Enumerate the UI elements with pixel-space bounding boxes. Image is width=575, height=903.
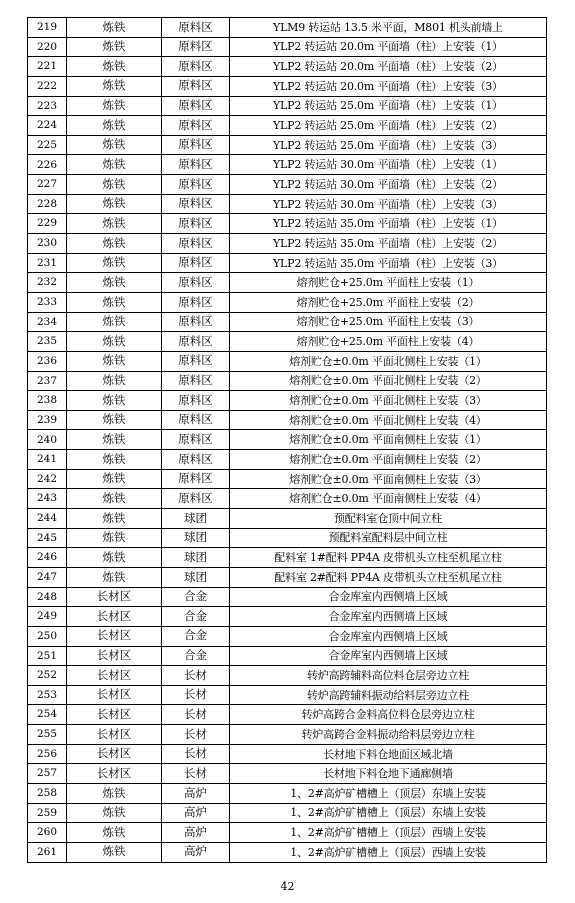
location-cell: 熔剂贮仓±0.0m 平面北侧柱上安装（4） [230,410,547,430]
area-cell: 原料区 [162,292,230,312]
area-cell: 原料区 [162,194,230,214]
row-number: 257 [28,764,67,784]
area-cell: 长材 [162,764,230,784]
area-cell: 长材 [162,705,230,725]
table-row [28,469,547,489]
row-number: 223 [28,96,67,116]
department-cell: 炼铁 [67,567,162,587]
department-cell: 炼铁 [67,57,162,77]
row-number: 243 [28,489,67,509]
area-cell: 原料区 [162,489,230,509]
location-cell: YLP2 转运站 20.0m 平面墙（柱）上安装（3） [230,76,547,96]
area-cell: 原料区 [162,312,230,332]
area-cell: 高炉 [162,823,230,843]
row-number: 260 [28,823,67,843]
area-cell: 长材 [162,666,230,686]
department-cell: 炼铁 [67,842,162,862]
table-row [28,175,547,195]
location-cell: YLP2 转运站 25.0m 平面墙（柱）上安装（2） [230,116,547,136]
department-cell: 长材区 [67,587,162,607]
row-number: 254 [28,705,67,725]
location-cell: 熔剂贮仓+25.0m 平面柱上安装（3） [230,312,547,332]
location-cell: YLP2 转运站 30.0m 平面墙（柱）上安装（3） [230,194,547,214]
department-cell: 长材区 [67,646,162,666]
area-cell: 原料区 [162,116,230,136]
table-row [28,410,547,430]
area-cell: 合金 [162,587,230,607]
department-cell: 炼铁 [67,253,162,273]
area-cell: 合金 [162,626,230,646]
location-cell: 熔剂贮仓±0.0m 平面南侧柱上安装（1） [230,430,547,450]
area-cell: 原料区 [162,175,230,195]
table-row [28,96,547,116]
area-cell: 原料区 [162,430,230,450]
location-cell: 1、2#高炉矿槽槽上（顶层）西墙上安装 [230,823,547,843]
row-number: 249 [28,607,67,627]
row-number: 241 [28,450,67,470]
row-number: 242 [28,469,67,489]
area-cell: 原料区 [162,76,230,96]
row-number: 245 [28,528,67,548]
row-number: 247 [28,567,67,587]
department-cell: 炼铁 [67,214,162,234]
table-row [28,135,547,155]
department-cell: 炼铁 [67,273,162,293]
area-cell: 原料区 [162,155,230,175]
row-number: 237 [28,371,67,391]
table-row [28,37,547,57]
area-cell: 长材 [162,725,230,745]
table-row [28,764,547,784]
table-row [28,155,547,175]
area-cell: 长材 [162,744,230,764]
location-cell: 转炉高跨辅料高位料仓层旁边立柱 [230,666,547,686]
department-cell: 炼铁 [67,450,162,470]
location-cell: 长材地下料仓地面区域北墙 [230,744,547,764]
table-row [28,214,547,234]
area-cell: 原料区 [162,391,230,411]
location-cell: 熔剂贮仓±0.0m 平面南侧柱上安装（4） [230,489,547,509]
row-number: 258 [28,783,67,803]
department-cell: 长材区 [67,685,162,705]
row-number: 259 [28,803,67,823]
department-cell: 长材区 [67,764,162,784]
department-cell: 长材区 [67,666,162,686]
row-number: 239 [28,410,67,430]
department-cell: 炼铁 [67,469,162,489]
table-row [28,842,547,862]
location-cell: 转炉高跨合金料高位料仓层旁边立柱 [230,705,547,725]
table-row [28,725,547,745]
table-row [28,351,547,371]
area-cell: 球团 [162,567,230,587]
location-cell: 合金库室内西侧墙上区域 [230,587,547,607]
row-number: 220 [28,37,67,57]
area-cell: 原料区 [162,18,230,38]
table-row [28,194,547,214]
department-cell: 长材区 [67,725,162,745]
row-number: 228 [28,194,67,214]
table-row [28,587,547,607]
location-cell: 长材地下料仓地下通廊侧墙 [230,764,547,784]
table-row [28,823,547,843]
table-row [28,744,547,764]
row-number: 227 [28,175,67,195]
location-cell: YLP2 转运站 25.0m 平面墙（柱）上安装（1） [230,96,547,116]
location-cell: 1、2#高炉矿槽槽上（顶层）西墙上安装 [230,842,547,862]
row-number: 226 [28,155,67,175]
department-cell: 炼铁 [67,96,162,116]
table-row [28,567,547,587]
location-table [27,17,547,863]
location-cell: 熔剂贮仓±0.0m 平面北侧柱上安装（2） [230,371,547,391]
table-row [28,312,547,332]
department-cell: 炼铁 [67,37,162,57]
department-cell: 炼铁 [67,410,162,430]
area-cell: 高炉 [162,783,230,803]
department-cell: 炼铁 [67,803,162,823]
location-cell: 熔剂贮仓±0.0m 平面南侧柱上安装（2） [230,450,547,470]
area-cell: 长材 [162,685,230,705]
row-number: 251 [28,646,67,666]
location-cell: YLP2 转运站 35.0m 平面墙（柱）上安装（2） [230,234,547,254]
department-cell: 炼铁 [67,194,162,214]
location-cell: 熔剂贮仓+25.0m 平面柱上安装（4） [230,332,547,352]
area-cell: 原料区 [162,450,230,470]
table-row [28,371,547,391]
location-cell: 熔剂贮仓+25.0m 平面柱上安装（2） [230,292,547,312]
table-row [28,450,547,470]
department-cell: 炼铁 [67,371,162,391]
table-row [28,391,547,411]
department-cell: 炼铁 [67,135,162,155]
area-cell: 合金 [162,646,230,666]
table-row [28,685,547,705]
table-row [28,253,547,273]
location-cell: 转炉高跨合金料振动给料层旁边立柱 [230,725,547,745]
department-cell: 炼铁 [67,155,162,175]
table-row [28,705,547,725]
table-row [28,234,547,254]
row-number: 229 [28,214,67,234]
department-cell: 炼铁 [67,175,162,195]
row-number: 224 [28,116,67,136]
row-number: 235 [28,332,67,352]
location-cell: 预配料室仓顶中间立柱 [230,509,547,529]
department-cell: 炼铁 [67,528,162,548]
table-body [28,18,547,863]
location-cell: 熔剂贮仓±0.0m 平面北侧柱上安装（1） [230,351,547,371]
row-number: 222 [28,76,67,96]
row-number: 230 [28,234,67,254]
department-cell: 炼铁 [67,391,162,411]
location-cell: 熔剂贮仓±0.0m 平面北侧柱上安装（3） [230,391,547,411]
department-cell: 炼铁 [67,312,162,332]
department-cell: 炼铁 [67,332,162,352]
location-cell: YLP2 转运站 30.0m 平面墙（柱）上安装（1） [230,155,547,175]
department-cell: 炼铁 [67,783,162,803]
department-cell: 炼铁 [67,234,162,254]
table-row [28,626,547,646]
table-row [28,57,547,77]
table-row [28,646,547,666]
area-cell: 原料区 [162,469,230,489]
location-cell: 合金库室内西侧墙上区域 [230,607,547,627]
area-cell: 原料区 [162,371,230,391]
area-cell: 原料区 [162,37,230,57]
location-cell: 熔剂贮仓+25.0m 平面柱上安装（1） [230,273,547,293]
department-cell: 长材区 [67,626,162,646]
location-cell: YLM9 转运站 13.5 米平面，M801 机头前墙上 [230,18,547,38]
department-cell: 炼铁 [67,18,162,38]
department-cell: 炼铁 [67,509,162,529]
area-cell: 球团 [162,548,230,568]
area-cell: 原料区 [162,351,230,371]
row-number: 250 [28,626,67,646]
row-number: 244 [28,509,67,529]
area-cell: 原料区 [162,57,230,77]
row-number: 221 [28,57,67,77]
row-number: 234 [28,312,67,332]
row-number: 255 [28,725,67,745]
location-cell: 1、2#高炉矿槽槽上（顶层）东墙上安装 [230,783,547,803]
row-number: 236 [28,351,67,371]
table-row [28,548,547,568]
area-cell: 原料区 [162,135,230,155]
department-cell: 炼铁 [67,351,162,371]
department-cell: 长材区 [67,744,162,764]
area-cell: 原料区 [162,273,230,293]
table-row [28,273,547,293]
row-number: 261 [28,842,67,862]
table-row [28,528,547,548]
table-row [28,332,547,352]
location-cell: 合金库室内西侧墙上区域 [230,646,547,666]
table-row [28,783,547,803]
table-row [28,292,547,312]
row-number: 253 [28,685,67,705]
row-number: 240 [28,430,67,450]
row-number: 232 [28,273,67,293]
location-cell: YLP2 转运站 35.0m 平面墙（柱）上安装（1） [230,214,547,234]
area-cell: 原料区 [162,234,230,254]
area-cell: 高炉 [162,803,230,823]
page-number: 42 [280,880,295,893]
location-cell: 预配料室配料层中间立柱 [230,528,547,548]
row-number: 233 [28,292,67,312]
location-cell: YLP2 转运站 25.0m 平面墙（柱）上安装（3） [230,135,547,155]
row-number: 256 [28,744,67,764]
area-cell: 原料区 [162,253,230,273]
location-cell: 1、2#高炉矿槽槽上（顶层）东墙上安装 [230,803,547,823]
department-cell: 长材区 [67,607,162,627]
table-row [28,430,547,450]
table-row [28,666,547,686]
department-cell: 炼铁 [67,76,162,96]
table-row [28,489,547,509]
location-cell: YLP2 转运站 20.0m 平面墙（柱）上安装（1） [230,37,547,57]
location-cell: 转炉高跨辅料振动给料层旁边立柱 [230,685,547,705]
row-number: 248 [28,587,67,607]
area-cell: 原料区 [162,332,230,352]
area-cell: 原料区 [162,96,230,116]
area-cell: 原料区 [162,214,230,234]
row-number: 219 [28,18,67,38]
area-cell: 原料区 [162,410,230,430]
location-cell: 合金库室内西侧墙上区域 [230,626,547,646]
table-row [28,76,547,96]
row-number: 252 [28,666,67,686]
table-row [28,116,547,136]
row-number: 231 [28,253,67,273]
location-cell: YLP2 转运站 30.0m 平面墙（柱）上安装（2） [230,175,547,195]
department-cell: 炼铁 [67,823,162,843]
location-cell: 配料室 2#配料 PP4A 皮带机头立柱至机尾立柱 [230,567,547,587]
department-cell: 长材区 [67,705,162,725]
department-cell: 炼铁 [67,548,162,568]
row-number: 238 [28,391,67,411]
table-row [28,509,547,529]
area-cell: 高炉 [162,842,230,862]
table-row [28,607,547,627]
department-cell: 炼铁 [67,116,162,136]
department-cell: 炼铁 [67,489,162,509]
department-cell: 炼铁 [67,430,162,450]
location-cell: YLP2 转运站 20.0m 平面墙（柱）上安装（2） [230,57,547,77]
location-cell: YLP2 转运站 35.0m 平面墙（柱）上安装（3） [230,253,547,273]
department-cell: 炼铁 [67,292,162,312]
area-cell: 合金 [162,607,230,627]
row-number: 246 [28,548,67,568]
area-cell: 球团 [162,509,230,529]
table-row [28,18,547,38]
location-cell: 配料室 1#配料 PP4A 皮带机头立柱至机尾立柱 [230,548,547,568]
table-row [28,803,547,823]
row-number: 225 [28,135,67,155]
location-cell: 熔剂贮仓±0.0m 平面南侧柱上安装（3） [230,469,547,489]
area-cell: 球团 [162,528,230,548]
